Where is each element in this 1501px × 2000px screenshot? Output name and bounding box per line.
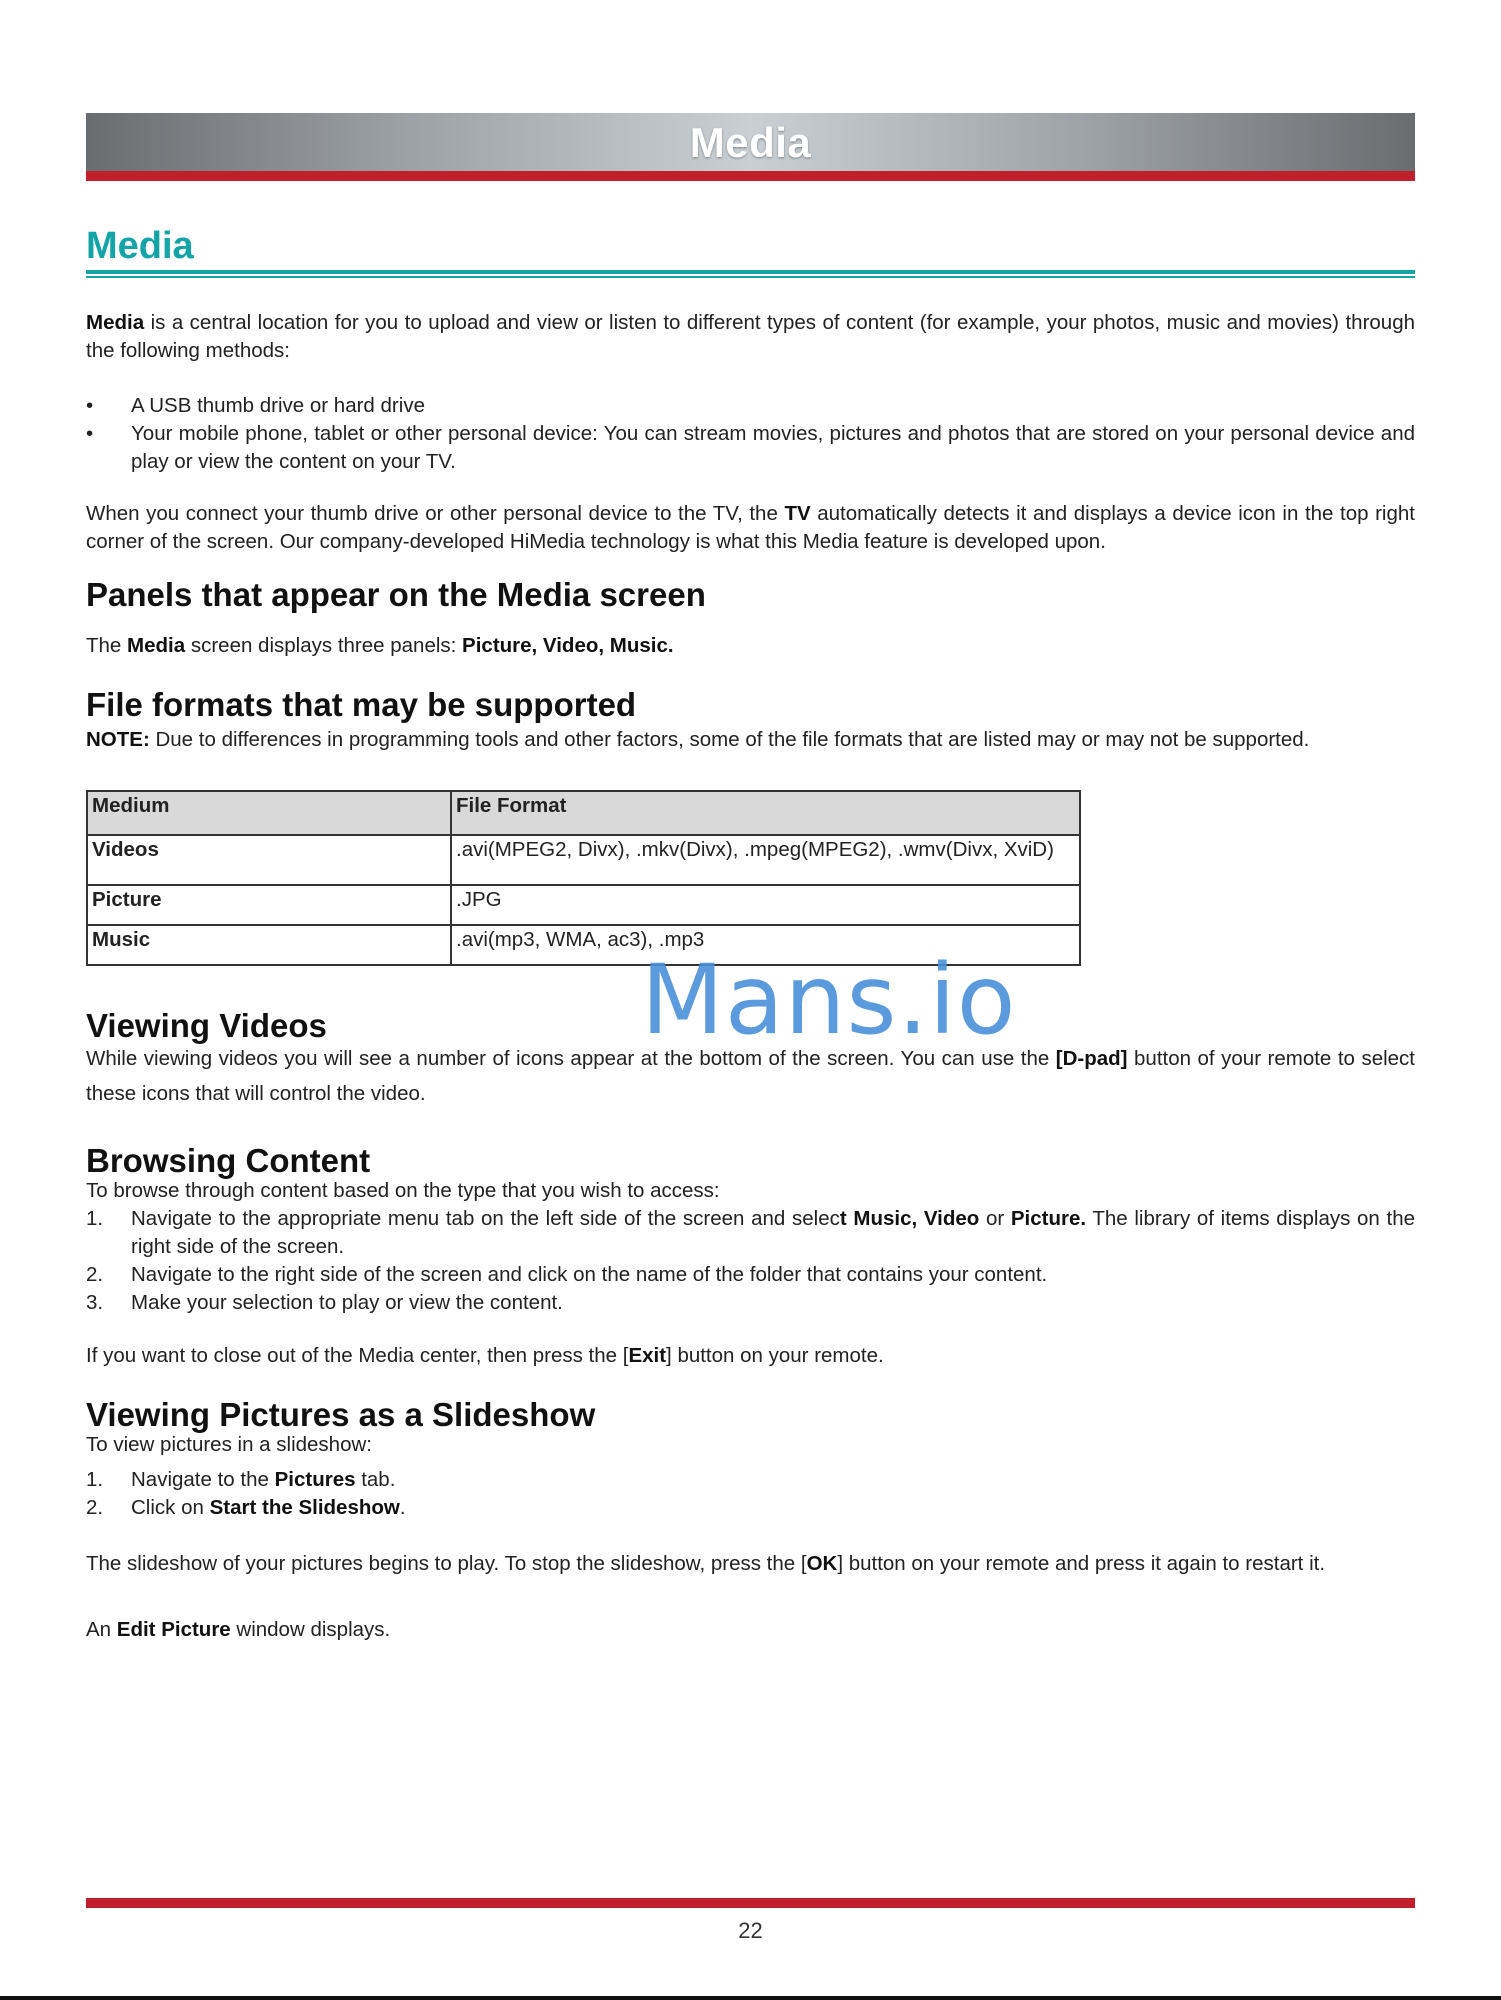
edit-picture-paragraph xyxy=(86,1616,1415,1644)
panels-paragraph xyxy=(86,632,1415,660)
intro-text: is a central location for you to upload and view or listen to different types of content (for example, your photos, music and movies) through the following methods: xyxy=(86,311,1415,362)
table-row xyxy=(87,835,1080,885)
dpad-label: [D-pad] xyxy=(1055,1047,1128,1070)
browsing-steps xyxy=(86,1205,1415,1317)
table-cell-medium: Videos xyxy=(87,835,451,885)
list-item: • A USB thumb drive or hard drive xyxy=(86,392,1415,420)
step-text: Navigate to the appropriate menu tab on the left side of the screen and selec xyxy=(131,1207,840,1230)
step-number: 2. xyxy=(86,1263,104,1286)
methods-list xyxy=(86,392,1415,476)
list-item xyxy=(86,1494,1415,1522)
connect-text-pre: When you connect your thumb drive or other personal device to the TV, the xyxy=(86,502,785,525)
connect-text-bold: TV xyxy=(784,502,811,525)
slideshow-heading: Viewing Pictures as a Slideshow xyxy=(86,1396,596,1433)
panels-heading: Panels that appear on the Media screen xyxy=(86,576,706,613)
panels-list-bold: Picture, Video, Music. xyxy=(462,634,674,657)
edit-picture-label: Edit Picture xyxy=(116,1618,231,1641)
list-item xyxy=(86,1289,1415,1317)
videos-text-post: button of your remote to select these icons that will control the video. xyxy=(86,1047,1415,1105)
banner-red-stripe xyxy=(86,171,1415,181)
step-text: Make your selection to play or view the content. xyxy=(131,1291,563,1314)
footer-rule xyxy=(86,1898,1415,1908)
step-number: 3. xyxy=(86,1291,104,1314)
banner-title: Media xyxy=(689,119,812,166)
section-rule-thin xyxy=(86,276,1415,278)
intro-lead: Media xyxy=(86,311,145,334)
panels-text-pre: The xyxy=(86,634,128,657)
slideshow-intro: To view pictures in a slideshow: xyxy=(86,1433,372,1456)
step-text: . xyxy=(399,1496,406,1519)
ok-button-label: OK xyxy=(806,1552,838,1575)
section-title: Media xyxy=(86,225,194,267)
browsing-heading: Browsing Content xyxy=(86,1142,371,1179)
manual-page xyxy=(86,0,1415,2000)
step-bold: Pictures xyxy=(274,1468,356,1491)
step-text: or xyxy=(979,1207,1011,1230)
browsing-intro: To browse through content based on the type that you wish to access: xyxy=(86,1179,720,1202)
panels-text-bold: Media xyxy=(127,634,186,657)
panels-text-mid: screen displays three panels: xyxy=(185,634,463,657)
page-number: 22 xyxy=(738,1918,763,1943)
step-text: Navigate to the right side of the screen and click on the name of the folder that contains your content. xyxy=(131,1263,1048,1286)
exit-text-pre: If you want to close out of the Media center, then press the [ xyxy=(86,1344,629,1367)
table-header-row xyxy=(87,791,1080,835)
viewing-videos-paragraph xyxy=(86,1041,1415,1111)
edit-text-pre: An xyxy=(86,1618,117,1641)
step-number: 1. xyxy=(86,1468,104,1491)
intro-paragraph xyxy=(86,309,1415,365)
list-item xyxy=(86,1466,1415,1494)
connect-paragraph xyxy=(86,500,1415,556)
step-text: Click on xyxy=(131,1496,210,1519)
step-number: 1. xyxy=(86,1207,104,1230)
exit-paragraph xyxy=(86,1342,1415,1370)
table-cell-format: .avi(mp3, WMA, ac3), .mp3 xyxy=(451,925,1080,965)
table-header-medium: Medium xyxy=(87,791,451,835)
exit-button-label: Exit xyxy=(628,1344,667,1367)
table-cell-medium: Picture xyxy=(87,885,451,925)
table-row xyxy=(87,885,1080,925)
step-number: 2. xyxy=(86,1496,104,1519)
exit-text-post: ] button on your remote. xyxy=(666,1344,884,1367)
step-text: tab. xyxy=(355,1468,396,1491)
step-bold: t Music, Video xyxy=(839,1207,980,1230)
formats-note xyxy=(86,722,1415,757)
table-cell-format: .JPG xyxy=(451,885,1080,925)
note-label: NOTE: xyxy=(86,728,150,751)
viewing-videos-heading: Viewing Videos xyxy=(86,1007,327,1044)
step-bold: Picture. xyxy=(1010,1207,1087,1230)
section-rule xyxy=(86,270,1415,274)
videos-text-pre: While viewing videos you will see a number of icons appear at the bottom of the screen. You can use the xyxy=(86,1047,1056,1070)
list-item: • Your mobile phone, tablet or other personal device: You can stream movies, pictures and photos that are stored on your personal device and play or view the content on your TV. xyxy=(86,420,1415,476)
table-cell-medium: Music xyxy=(87,925,451,965)
slideshow-paragraph xyxy=(86,1546,1415,1581)
chapter-banner xyxy=(86,113,1415,181)
page-edge-line xyxy=(0,1996,1501,2000)
watermark-logo: Mans.io xyxy=(641,944,1017,1056)
list-item xyxy=(86,1261,1415,1289)
connect-text-post: automatically detects it and displays a device icon in the top right corner of the screen. Our company-developed HiMedia technology is what this Media feature is developed upon. xyxy=(86,502,1415,553)
step-bold: Start the Slideshow xyxy=(209,1496,400,1519)
slideshow-text-post: ] button on your remote and press it again to restart it. xyxy=(837,1552,1326,1575)
list-item xyxy=(86,1205,1415,1261)
step-text: Navigate to the xyxy=(131,1468,275,1491)
note-text: Due to differences in programming tools and other factors, some of the file formats that are listed may or may not be supported. xyxy=(149,728,1310,751)
file-formats-table xyxy=(86,790,1081,966)
table-cell-format: .avi(MPEG2, Divx), .mkv(Divx), .mpeg(MPEG2), .wmv(Divx, XviD) xyxy=(451,835,1080,885)
edit-text-post: window displays. xyxy=(230,1618,391,1641)
table-header-format: File Format xyxy=(451,791,1080,835)
formats-heading: File formats that may be supported xyxy=(86,686,637,723)
slideshow-text-pre: The slideshow of your pictures begins to play. To stop the slideshow, press the [ xyxy=(86,1552,807,1575)
step-text: The library of items displays on the right side of the screen. xyxy=(131,1207,1415,1258)
slideshow-steps xyxy=(86,1466,1415,1522)
